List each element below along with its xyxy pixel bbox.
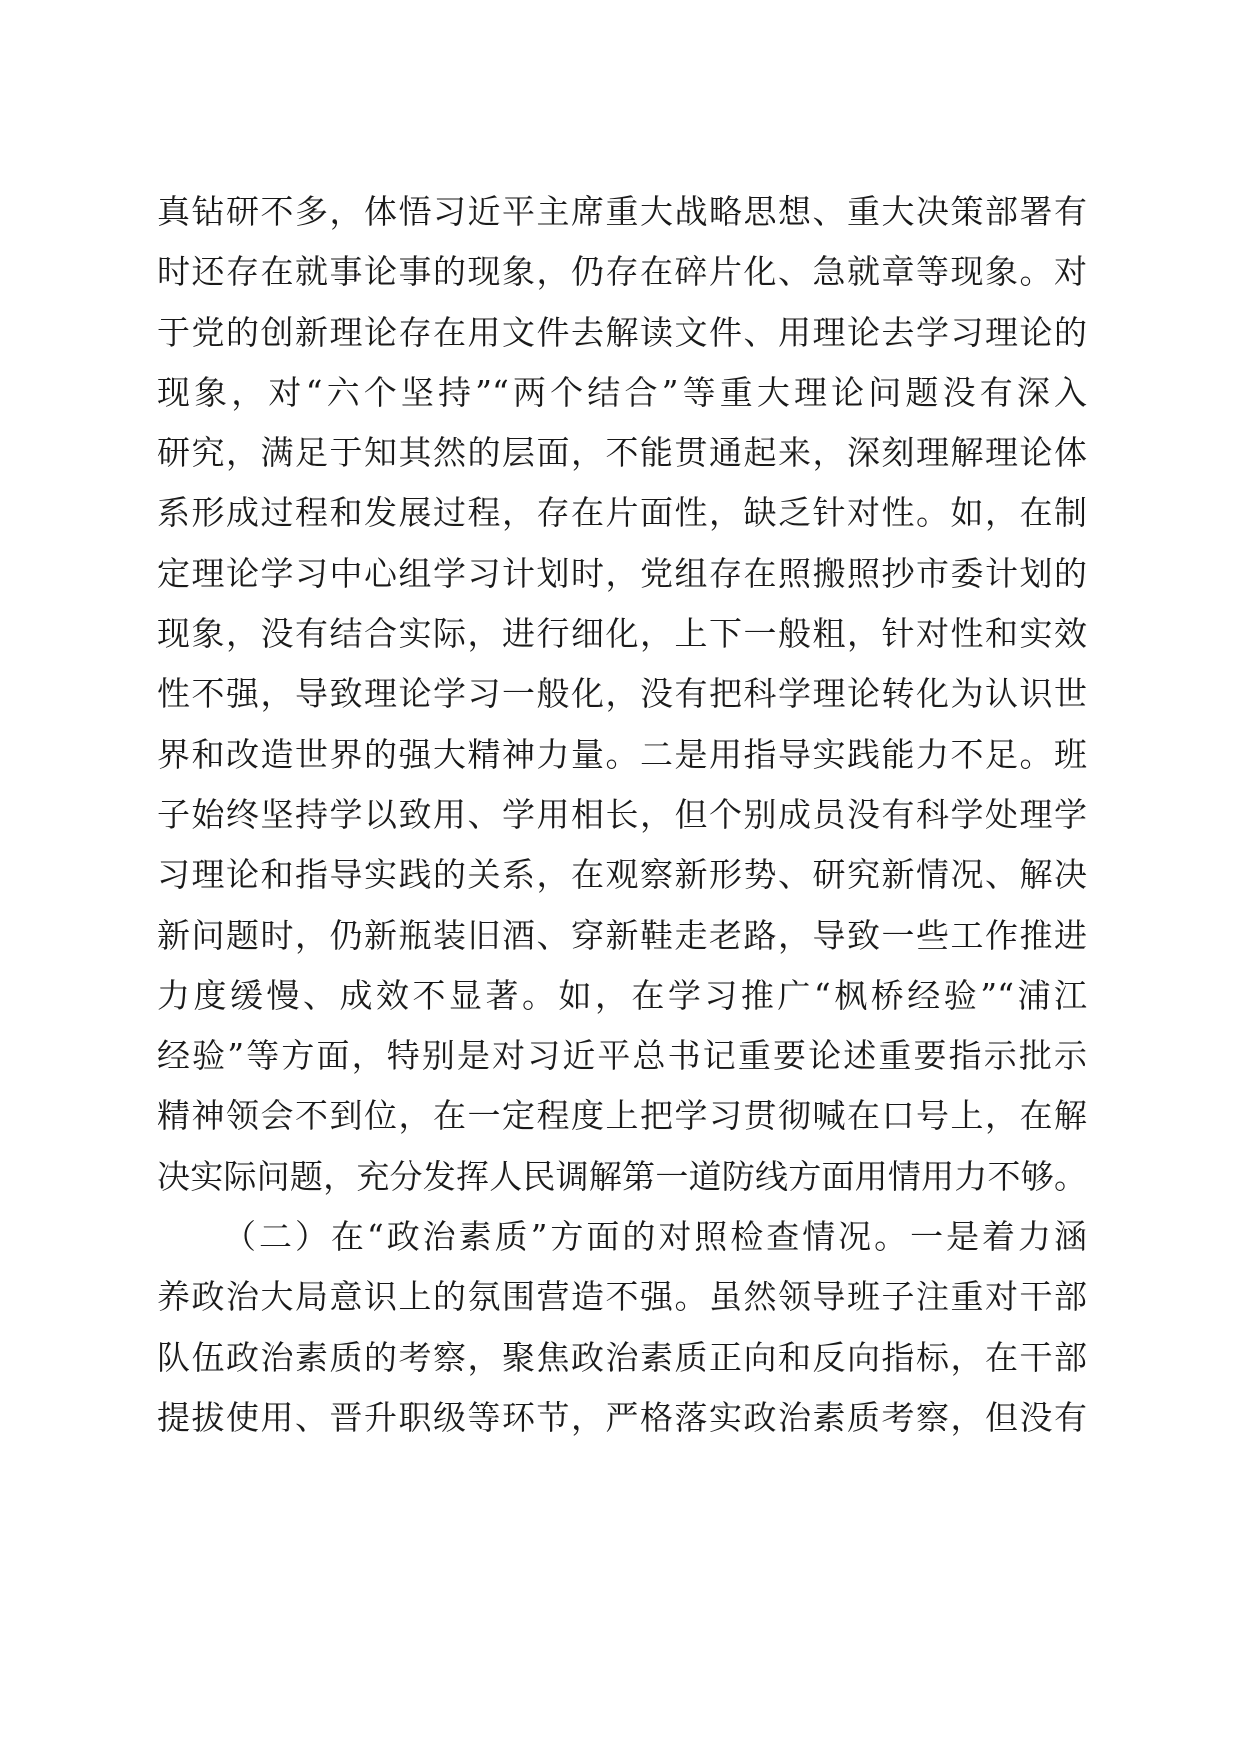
section-heading-line: （二）在“政治素质”方面的对照检查情况。一是着力涵 <box>223 1217 1087 1257</box>
text-line: 决实际问题，充分发挥人民调解第一道防线方面用情用力不够。 <box>157 1156 1087 1196</box>
text-line: 系形成过程和发展过程，存在片面性，缺乏针对性。如，在制 <box>157 493 1087 533</box>
body-text <box>157 182 1087 1448</box>
text-line: 队伍政治素质的考察，聚焦政治素质正向和反向指标，在干部 <box>157 1337 1087 1377</box>
text-line: 定理论学习中心组学习计划时，党组存在照搬照抄市委计划的 <box>157 553 1087 593</box>
text-line: 经验”等方面，特别是对习近平总书记重要论述重要指示批示 <box>157 1036 1087 1076</box>
text-line: 性不强，导致理论学习一般化，没有把科学理论转化为认识世 <box>157 674 1087 714</box>
text-line: 新问题时，仍新瓶装旧酒、穿新鞋走老路，导致一些工作推进 <box>157 915 1087 955</box>
text-line: 精神领会不到位，在一定程度上把学习贯彻喊在口号上，在解 <box>157 1096 1087 1136</box>
text-line: 现象，没有结合实际，进行细化，上下一般粗，针对性和实效 <box>157 614 1087 654</box>
text-line: 界和改造世界的强大精神力量。二是用指导实践能力不足。班 <box>157 734 1087 774</box>
text-line: 养政治大局意识上的氛围营造不强。虽然领导班子注重对干部 <box>157 1277 1087 1317</box>
text-line: 真钻研不多，体悟习近平主席重大战略思想、重大决策部署有 <box>157 192 1087 231</box>
text-line: 力度缓慢、成效不显著。如，在学习推广“枫桥经验”“浦江 <box>157 975 1087 1015</box>
text-line: 子始终坚持学以致用、学用相长，但个别成员没有科学处理学 <box>157 794 1087 834</box>
text-line: 提拔使用、晋升职级等环节，严格落实政治素质考察，但没有 <box>157 1397 1087 1437</box>
text-line: 于党的创新理论存在用文件去解读文件、用理论去学习理论的 <box>157 312 1087 352</box>
text-line: 现象，对“六个坚持”“两个结合”等重大理论问题没有深入 <box>157 372 1087 412</box>
text-line: 习理论和指导实践的关系，在观察新形势、研究新情况、解决 <box>157 855 1087 895</box>
text-line: 研究，满足于知其然的层面，不能贯通起来，深刻理解理论体 <box>157 433 1087 473</box>
text-line: 时还存在就事论事的现象，仍存在碎片化、急就章等现象。对 <box>157 252 1087 292</box>
